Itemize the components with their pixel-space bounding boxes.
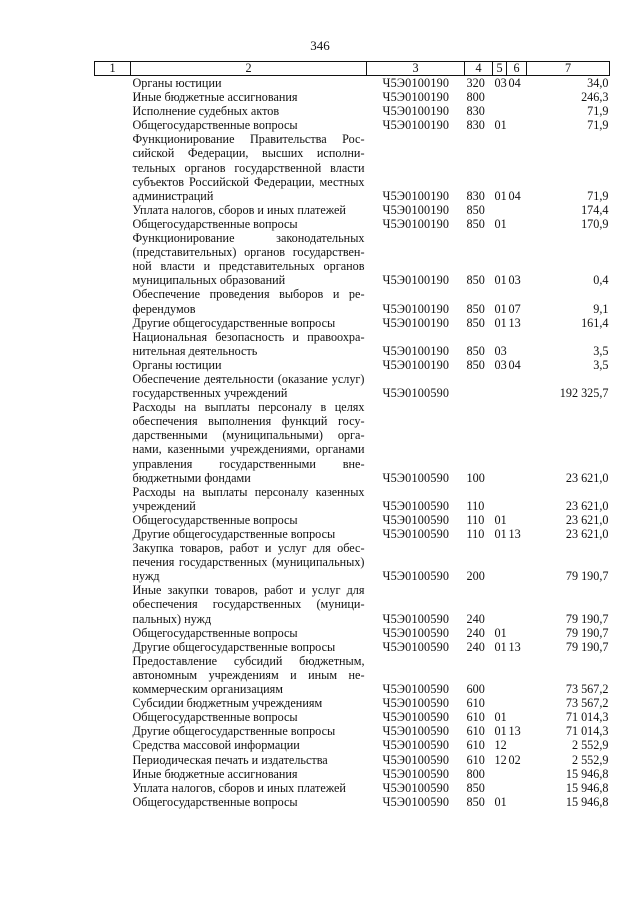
table-row [95, 217, 610, 231]
amount-cell: 161,4 [581, 315, 609, 330]
expense-type-cell: 850 [466, 202, 485, 217]
row-number-cell [95, 724, 131, 738]
table-row [95, 316, 610, 330]
subsection-cell: 04 [508, 188, 521, 203]
section-cell: 01 [494, 118, 507, 133]
row-number-cell [95, 513, 131, 527]
header-cell: 7 [527, 62, 610, 76]
table-row [95, 358, 610, 372]
subsection-cell: 04 [508, 76, 521, 90]
subsection-cell: 04 [508, 357, 521, 372]
amount-cell: 23 621,0 [565, 512, 609, 527]
section-cell [493, 583, 507, 625]
row-number-cell [95, 400, 131, 485]
subsection-cell [507, 710, 527, 724]
amount-cell: 15 946,8 [565, 780, 609, 795]
target-article-cell: Ч5Э0100590 [382, 682, 450, 697]
target-article-cell: Ч5Э0100590 [382, 696, 450, 711]
table-row [95, 513, 610, 527]
subsection-cell [507, 696, 527, 710]
item-name-cell: Общегосударственные вопросы [132, 118, 298, 133]
table-row [95, 400, 610, 485]
section-cell: 01 [494, 512, 507, 527]
header-cell: 3 [367, 62, 465, 76]
subsection-cell [507, 583, 527, 625]
expense-type-cell: 110 [466, 527, 485, 541]
item-name-cell: Расходы на выплаты персоналу в целях обеспечения выполнения функций государственными (муниципальными) органами, казенными учреждениями, органами управления государственными внебюджетными фондами [132, 400, 365, 485]
expense-type-cell: 850 [466, 794, 485, 809]
section-cell: 01 [494, 625, 507, 640]
amount-cell: 73 567,2 [565, 696, 609, 711]
expense-type-cell: 850 [466, 343, 485, 358]
row-number-cell [95, 217, 131, 231]
subsection-cell: 02 [508, 752, 521, 767]
item-name-cell: Общегосударственные вопросы [132, 512, 298, 527]
target-article-cell: Ч5Э0100190 [382, 273, 450, 288]
page-number: 346 [310, 38, 330, 53]
amount-cell: 15 946,8 [565, 766, 609, 781]
target-article-cell: Ч5Э0100590 [382, 738, 450, 753]
amount-cell: 71 014,3 [565, 710, 609, 725]
section-cell [493, 654, 507, 696]
expense-type-cell: 240 [466, 611, 485, 626]
row-number-cell [95, 710, 131, 724]
expense-type-cell: 240 [466, 639, 485, 654]
expense-type-cell: 320 [466, 76, 485, 90]
table-row [95, 485, 610, 513]
amount-cell: 71,9 [587, 104, 609, 119]
amount-cell: 23 621,0 [565, 470, 609, 485]
subsection-cell [507, 781, 527, 795]
target-article-cell: Ч5Э0100190 [382, 202, 450, 217]
target-article-cell: Ч5Э0100590 [382, 780, 450, 795]
row-number-cell [95, 118, 131, 132]
section-cell: 01 [494, 794, 507, 809]
header-cell: 4 [465, 62, 493, 76]
section-cell: 01 [494, 273, 507, 288]
table-row [95, 118, 610, 132]
amount-cell: 34,0 [587, 76, 609, 90]
amount-cell: 15 946,8 [565, 794, 609, 809]
item-name-cell: Национальная безопасность и правоохранительная деятельность [132, 329, 365, 358]
header-cell: 1 [95, 62, 131, 76]
subsection-cell: 13 [508, 315, 521, 330]
item-name-cell: Обеспечение проведения выборов и референдумов [132, 287, 365, 316]
subsection-cell [507, 654, 527, 696]
target-article-cell: Ч5Э0100590 [382, 569, 450, 584]
target-article-cell: Ч5Э0100590 [382, 625, 450, 640]
item-name-cell: Общегосударственные вопросы [132, 625, 298, 640]
row-number-cell [95, 583, 131, 625]
target-article-cell: Ч5Э0100190 [382, 315, 450, 330]
section-cell: 01 [494, 301, 507, 316]
expense-type-cell: 850 [466, 315, 485, 330]
item-name-cell: Закупка товаров, работ и услуг для обеспечения государственных (муниципальных) нужд [132, 541, 365, 584]
target-article-cell: Ч5Э0100590 [382, 639, 450, 654]
amount-cell: 9,1 [593, 301, 609, 316]
item-name-cell: Предоставление субсидий бюджетным, автономным учреждениям и иным некоммерческим организациям [132, 653, 365, 697]
amount-cell: 192 325,7 [559, 386, 609, 401]
row-number-cell [95, 696, 131, 710]
row-number-cell [95, 527, 131, 541]
amount-cell: 2 552,9 [571, 738, 609, 753]
table-row [95, 640, 610, 654]
target-article-cell: Ч5Э0100190 [382, 301, 450, 316]
expense-type-cell: 830 [466, 118, 485, 133]
table-row [95, 330, 610, 358]
header-cell: 6 [507, 62, 527, 76]
item-name-cell: Органы юстиции [132, 357, 222, 372]
amount-cell: 79 190,7 [565, 625, 609, 640]
expense-type-cell: 610 [466, 724, 485, 739]
target-article-cell: Ч5Э0100190 [382, 188, 450, 203]
item-name-cell: Уплата налогов, сборов и иных платежей [132, 780, 346, 795]
amount-cell: 73 567,2 [565, 682, 609, 697]
column-number-header [95, 62, 610, 76]
target-article-cell: Ч5Э0100190 [382, 343, 450, 358]
row-number-cell [95, 316, 131, 330]
item-name-cell: Иные бюджетные ассигнования [132, 766, 298, 781]
subsection-cell [507, 541, 527, 583]
item-name-cell: Другие общегосударственные вопросы [132, 639, 336, 654]
section-cell [493, 541, 507, 583]
expense-type-cell: 800 [466, 90, 485, 105]
row-number-cell [95, 372, 131, 400]
subsection-cell [507, 795, 527, 809]
expense-type-cell: 830 [466, 188, 485, 203]
row-number-cell [95, 795, 131, 809]
item-name-cell: Общегосударственные вопросы [132, 710, 298, 725]
row-number-cell [95, 231, 131, 287]
section-cell [493, 203, 507, 217]
target-article-cell: Ч5Э0100590 [382, 470, 450, 485]
section-cell: 01 [494, 527, 507, 541]
target-article-cell: Ч5Э0100190 [382, 76, 450, 90]
item-name-cell: Иные бюджетные ассигнования [132, 90, 298, 105]
expense-type-cell: 610 [466, 752, 485, 767]
target-article-cell: Ч5Э0100590 [382, 766, 450, 781]
subsection-cell [507, 90, 527, 104]
item-name-cell: Функционирование Правительства Российской Федерации, высших исполнительных органов государственной власти субъектов Российской Федерации, местных администраций [132, 132, 365, 203]
subsection-cell: 13 [508, 527, 521, 541]
table-row [95, 203, 610, 217]
section-cell [493, 372, 507, 400]
section-cell: 03 [494, 357, 507, 372]
subsection-cell [507, 118, 527, 132]
row-number-cell [95, 640, 131, 654]
table-row [95, 724, 610, 738]
item-name-cell: Исполнение судебных актов [132, 104, 280, 119]
table-row [95, 795, 610, 809]
item-name-cell: Общегосударственные вопросы [132, 216, 298, 231]
table-row [95, 132, 610, 202]
subsection-cell [507, 104, 527, 118]
expense-type-cell: 110 [466, 498, 485, 513]
subsection-cell [507, 217, 527, 231]
section-cell [493, 781, 507, 795]
target-article-cell: Ч5Э0100590 [382, 710, 450, 725]
item-name-cell: Другие общегосударственные вопросы [132, 724, 336, 739]
table-row [95, 753, 610, 767]
header-cell: 5 [493, 62, 507, 76]
expense-type-cell: 850 [466, 357, 485, 372]
section-cell [493, 104, 507, 118]
subsection-cell [507, 738, 527, 752]
expense-type-cell: 240 [466, 625, 485, 640]
table-row [95, 767, 610, 781]
row-number-cell [95, 626, 131, 640]
amount-cell: 3,5 [593, 343, 609, 358]
expense-type-cell: 610 [466, 696, 485, 711]
expense-type-cell: 830 [466, 104, 485, 119]
amount-cell: 71,9 [587, 188, 609, 203]
row-number-cell [95, 90, 131, 104]
section-cell: 01 [494, 315, 507, 330]
row-number-cell [95, 104, 131, 118]
target-article-cell: Ч5Э0100590 [382, 527, 450, 541]
amount-cell: 174,4 [581, 202, 609, 217]
table-row [95, 654, 610, 696]
row-number-cell [95, 767, 131, 781]
expense-type-cell: 110 [466, 512, 485, 527]
table-body [95, 76, 610, 809]
section-cell: 03 [494, 343, 507, 358]
subsection-cell [507, 485, 527, 513]
expense-type-cell: 800 [466, 766, 485, 781]
section-cell: 01 [494, 216, 507, 231]
subsection-cell: 13 [508, 639, 521, 654]
table-row [95, 527, 610, 541]
table-row [95, 738, 610, 752]
target-article-cell: Ч5Э0100590 [382, 724, 450, 739]
item-name-cell: Другие общегосударственные вопросы [132, 527, 336, 541]
subsection-cell [507, 767, 527, 781]
row-number-cell [95, 485, 131, 513]
amount-cell: 23 621,0 [565, 527, 609, 541]
amount-cell: 0,4 [593, 273, 609, 288]
subsection-cell: 03 [508, 273, 521, 288]
amount-cell: 79 190,7 [565, 611, 609, 626]
expense-type-cell: 850 [466, 273, 485, 288]
expense-type-cell: 100 [466, 470, 485, 485]
row-number-cell [95, 738, 131, 752]
section-cell [493, 400, 507, 485]
table-row [95, 372, 610, 400]
target-article-cell: Ч5Э0100590 [382, 498, 450, 513]
target-article-cell: Ч5Э0100190 [382, 104, 450, 119]
item-name-cell: Расходы на выплаты персоналу казенных учреждений [132, 484, 365, 513]
row-number-cell [95, 654, 131, 696]
expense-type-cell: 200 [466, 569, 485, 584]
subsection-cell [507, 203, 527, 217]
row-number-cell [95, 358, 131, 372]
subsection-cell: 13 [508, 724, 521, 739]
section-cell [493, 767, 507, 781]
expense-type-cell: 610 [466, 738, 485, 753]
row-number-cell [95, 132, 131, 202]
target-article-cell: Ч5Э0100590 [382, 794, 450, 809]
row-number-cell [95, 203, 131, 217]
section-cell: 01 [494, 710, 507, 725]
row-number-cell [95, 781, 131, 795]
amount-cell: 170,9 [581, 216, 609, 231]
target-article-cell: Ч5Э0100590 [382, 512, 450, 527]
subsection-cell [507, 400, 527, 485]
item-name-cell: Уплата налогов, сборов и иных платежей [132, 202, 346, 217]
target-article-cell: Ч5Э0100590 [382, 752, 450, 767]
amount-cell: 71,9 [587, 118, 609, 133]
header-cell: 2 [131, 62, 367, 76]
table-row [95, 287, 610, 315]
amount-cell: 2 552,9 [571, 752, 609, 767]
section-cell [493, 485, 507, 513]
item-name-cell: Субсидии бюджетным учреждениям [132, 696, 323, 711]
row-number-cell [95, 753, 131, 767]
amount-cell: 3,5 [593, 357, 609, 372]
item-name-cell: Средства массовой информации [132, 738, 300, 753]
amount-cell: 79 190,7 [565, 569, 609, 584]
target-article-cell: Ч5Э0100190 [382, 90, 450, 105]
table-row [95, 104, 610, 118]
table-row [95, 541, 610, 583]
section-cell: 01 [494, 724, 507, 739]
section-cell [493, 696, 507, 710]
section-cell: 12 [494, 738, 507, 753]
item-name-cell: Другие общегосударственные вопросы [132, 315, 336, 330]
amount-cell: 79 190,7 [565, 639, 609, 654]
item-name-cell: Общегосударственные вопросы [132, 794, 298, 809]
section-cell: 01 [494, 639, 507, 654]
section-cell [493, 90, 507, 104]
expense-type-cell: 850 [466, 780, 485, 795]
expense-type-cell [465, 372, 493, 400]
target-article-cell: Ч5Э0100190 [382, 118, 450, 133]
table-row [95, 781, 610, 795]
target-article-cell: Ч5Э0100590 [382, 386, 450, 401]
table-row [95, 710, 610, 724]
amount-cell: 71 014,3 [565, 724, 609, 739]
subsection-cell: 07 [508, 301, 521, 316]
row-number-cell [95, 76, 131, 91]
item-name-cell: Иные закупки товаров, работ и услуг для обеспечения государственных (муниципальных) нужд [132, 583, 365, 626]
table-row [95, 583, 610, 625]
expense-type-cell: 850 [466, 301, 485, 316]
section-cell: 03 [494, 76, 507, 90]
amount-cell: 246,3 [581, 90, 609, 105]
subsection-cell [507, 626, 527, 640]
row-number-cell [95, 330, 131, 358]
table-row [95, 626, 610, 640]
expense-type-cell: 850 [466, 216, 485, 231]
item-name-cell: Органы юстиции [132, 76, 222, 90]
section-cell: 12 [494, 752, 507, 767]
table-row [95, 231, 610, 287]
target-article-cell: Ч5Э0100590 [382, 611, 450, 626]
table-row [95, 76, 610, 91]
amount-cell: 23 621,0 [565, 498, 609, 513]
table-row [95, 90, 610, 104]
table-row [95, 696, 610, 710]
subsection-cell [507, 513, 527, 527]
section-cell: 01 [494, 188, 507, 203]
row-number-cell [95, 287, 131, 315]
expense-type-cell: 600 [466, 682, 485, 697]
subsection-cell [507, 330, 527, 358]
subsection-cell [507, 372, 527, 400]
target-article-cell: Ч5Э0100190 [382, 357, 450, 372]
item-name-cell: Функционирование законодательных (представительных) органов государственной власти и представительных органов муниципальных образований [132, 231, 365, 288]
row-number-cell [95, 541, 131, 583]
item-name-cell: Периодическая печать и издательства [132, 752, 328, 767]
budget-table [94, 61, 610, 809]
item-name-cell: Обеспечение деятельности (оказание услуг) государственных учреждений [132, 371, 365, 401]
target-article-cell: Ч5Э0100190 [382, 216, 450, 231]
expense-type-cell: 610 [466, 710, 485, 725]
